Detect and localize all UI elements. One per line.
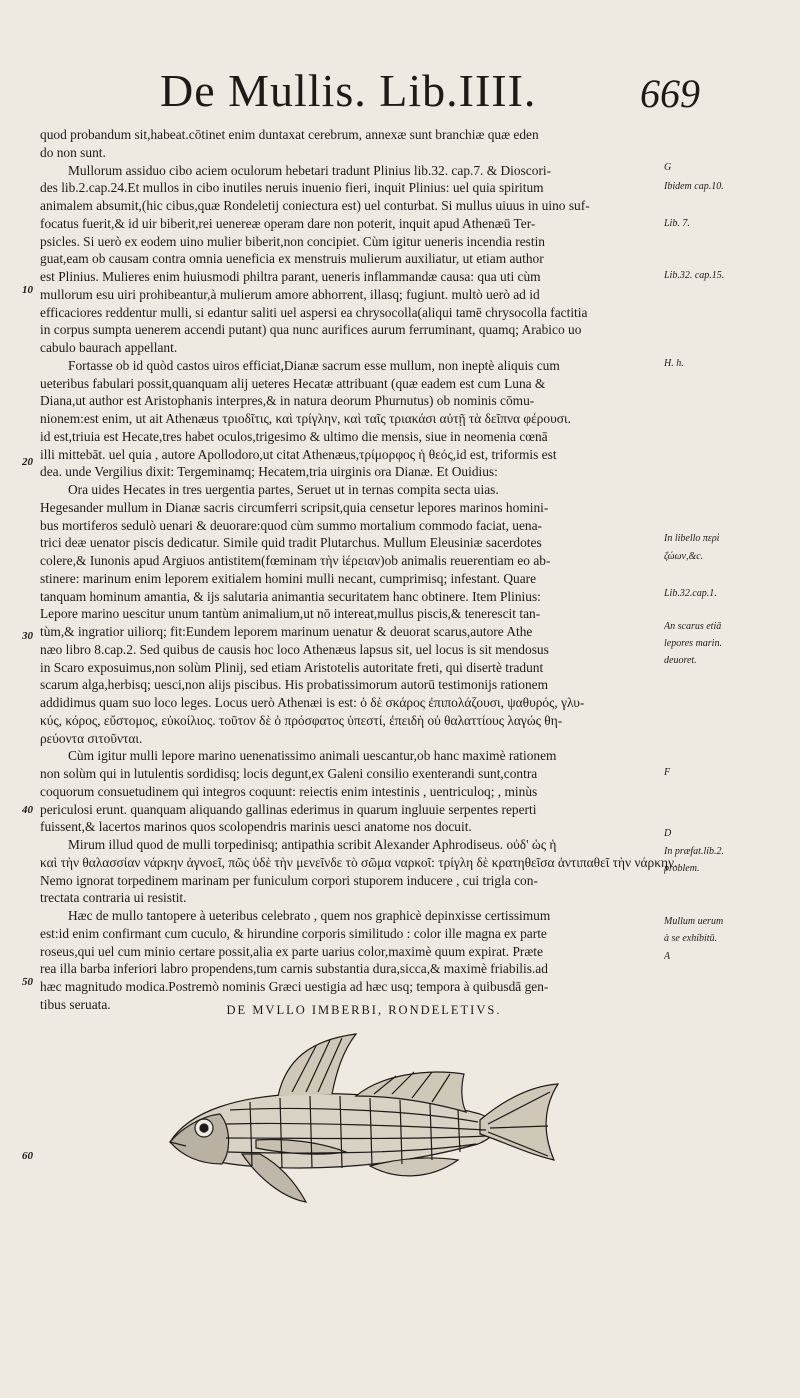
margin-note: ζώων,&c. [664,551,704,562]
text-line: stinere: marinum enim leporem exitialem homini mulli necant, cumprimisq; infestant. Quare [40,570,537,586]
text-line: Diana,ut author est Aristophanis interpres,& in natura deorum Phurnutus) ob nominis cōmu- [40,393,535,409]
greek-line: καὶ τὴν θαλασσίαν νάρκην ἀγνοεῖ, πῶς ὑδὲ τὴν μενεῖνδε τὸ σῶμα ναρκοῖ: τρίγλη δὲ κρατηθεῖσα ἀντιπαθεῖ τὴν νάρκην. [40,854,678,870]
margin-note: In libello περὶ [664,533,720,544]
text-line: focatus fuerit,& id uir biberit,rei uenereæ operam dare non poterit, inquit apud Athenæū Ter- [40,215,536,231]
text-line: des lib.2.cap.24.Et mullos in cibo inutiles neruis inuenio fieri, inquit Plinius: uel quia spiritum [40,180,544,196]
greek-line: κύς, κόρος, εὔστομος, εὐκοίλιος. τοῦτον δὲ ὁ πρόσφατος ὑπεστί, ἐπειδὴ οὐ θαλαττίους λαγώς θη- [40,712,563,728]
margin-line-number: 40 [22,804,33,816]
verse-line: Ora uides Hecates in tres uergentia partes, Seruet ut in ternas compita secta uias. [68,482,499,497]
text-line: trici deæ uenator piscis dedicatur. Simile quid tradit Plutarchus. Mullum Eleusiniæ sacerdotes [40,535,542,551]
text-line: mullorum esu uiri prohibeantur,à mulierum amore abhorrent, illasq; fugiunt. multò uerò ad id [40,286,540,302]
text-line: tibus seruata. [40,996,111,1012]
margin-line-number: 30 [22,630,33,642]
text-line: næo libro 8.cap.2. Sed quibus de causis hoc loco Athenæus lapsus sit, uel locus is sit mendosus [40,641,549,657]
text-line: Lepore marino uescitur unum tantùm animalium,ut nō intereat,mullus piscis,& tenerescit tan- [40,606,541,622]
margin-note: A [664,951,671,962]
text-line: psicles. Si uerò ex eodem uino mulier biberit,non concipiet. Cùm igitur ueneris incendia restin [40,233,546,249]
text-line: Hæc de mullo tantopere à ueteribus celebrato , quem nos graphicè depinxisse certissimum [68,908,551,923]
margin-note: Lib.32. cap.15. [664,270,725,281]
margin-note: H. h. [664,358,684,369]
margin-note: Lib. 7. [664,218,690,229]
page-header [160,64,700,124]
text-line: Fortasse ob id quòd castos uiros efficiat,Dianæ sacrum esse mullum, non ineptè aliquis cum [68,357,560,373]
text-line: colere,& Iunonis apud Argiuos antistitem(fœminam τὴν ἱέρειαν)ob animalis reuerentiam eo ab- [40,553,551,568]
text-line: non solùm qui in lutulentis sordidisq; locis degunt,ex Galeni consilio exenterandi sunt,contra [40,766,538,781]
margin-line-number: 20 [22,456,33,468]
text-line: nionem:est enim, ut ait Athenæus τριοδῖτις, καὶ τρίγλην, καὶ ταῖς τριακάσι αὐτῇ τὰ δεῖπνα φέρουσι. [40,411,571,426]
text-line: Cùm igitur mulli lepore marino uenenatissimo animali uescantur,ob hanc maximè rationem [68,748,557,764]
margin-note: Ibidem cap.10. [664,181,724,192]
text-line: est:id enim confirmant cum cuculo, & hirundine corporis similitudo : color ille magna ex parte [40,925,547,941]
text-line: hæc magnitudo modica.Postremò nominis Græci uestigia ad hæc usq; tempora à quibusdā gen- [40,979,549,994]
text-line: bus mortiferos sedulò uenari & deuorare:quod cùm summo mortalium commodo faciat, uena- [40,517,543,533]
text-line: Mirum illud quod de mulli torpedinisq; antipathia scribit Alexander Aphrodiseus. οὐδ' ὡς ἡ [68,837,557,852]
text-line: quod probandum sit,habeat.cōtinet enim duntaxat cerebrum, annexæ sunt branchiæ quæ eden [40,127,539,142]
text-line: ueteribus fabulari possit,quanquam alij ueteres Hecatæ attribuant (quæ eadem est cum Luna & [40,375,546,391]
text-line: periculosi erunt. quanquam aliquando gallinas ederimus in quarum ingluuie serpentes reperti [40,801,537,817]
red-mullet-woodcut-illustration [160,1030,560,1210]
text-line: addidimus quam suo loco leges. Locus uerò Athenæi is est: ὁ δὲ σκάρος ἐπιπολάζουσι, ψαθυρός, γλυ- [40,695,585,710]
text-line: est Plinius. Mulieres enim huiusmodi philtra parant, ueneris inflammandæ causa: qua uti cùm [40,269,541,284]
margin-line-number: 60 [22,1150,33,1162]
text-line: rea illa barba inferiori labro propendens,tum carnis substantia dura,sicca,& maximè friabilis.ad [40,961,548,977]
text-line: illi mittebāt. uel quia , autore Apollodoro,ut citat Athenæus,τρίμορφος ἡ θεός,id est, triformis est [40,446,557,462]
running-title: De Mullis. Lib.IIII. [160,65,537,116]
section-heading: DE MVLLO IMBERBI, RONDELETIVS. [226,1003,502,1017]
text-line: scarum alga,herbisq; uesci,non alijs piscibus. His probatissimorum autorū testimonijs rationem [40,677,549,693]
text-line: dea. unde Vergilius dixit: Tergeminamq; Hecatem,tria uirginis ora Dianæ. Et Ouidius: [40,464,498,480]
margin-line-number: 50 [22,976,33,988]
margin-note: Mullum uerum [664,916,724,927]
text-line: in corpus sumpta uenerem accendi putant) qua nunc aurifices aurum ferruminant, quamq; Arabico uo [40,322,582,338]
text-line: coquorum consuetudinem qui integros coquunt: reiectis enim intestinis , uentriculoq; , minùs [40,783,538,799]
text-line: in Scaro exposuimus,non solùm Plinij, sed etiam Aristotelis autoritate freti, qui disertè tradunt [40,659,544,675]
margin-note: lepores marin. [664,638,722,649]
text-line: tanquam hominum amantia, & ijs salutaria animantia securitatem hanc obtinere. Item Plinius: [40,588,541,604]
text-line: fuissent,& lacertos marinos quos scolopendris marinis uesci anatome nos docuit. [40,819,472,835]
margin-note: problem. [664,863,700,874]
text-line: id est,triuia est Hecate,tres habet oculos,trigesimo & ultimo die mensis, siue in neomenia cœnā [40,428,548,444]
text-line: Nemo ignorat torpedinem marinam per funiculum corpori stuporem inducere , cui trigla con- [40,872,538,888]
margin-note: à se exhibitū. [664,933,718,944]
text-line: do non sunt. [40,144,106,160]
margin-note: deuoret. [664,655,697,666]
margin-note: An scarus etiā [664,621,722,632]
text-line: animalem absumit,(hic cibus,quæ Rondeletij coniectura est) uel conturbat. Si mullus uiuus in uino suf- [40,198,590,213]
margin-note: D [664,828,672,839]
text-line: roseus,qui uel cum minio certare possit,alia ex parte uarius color,maximè quum expirat. Præte [40,943,543,959]
text-line: efficaciores reddentur mulli, si edantur saliti uel aspersi ea chrysocolla(aliqui tamē chrysocolla factitia [40,304,588,320]
text-line: Hegesander mullum in Dianæ sacris circumferri scripsit,quia censetur lepores marinos homini- [40,499,549,515]
margin-note: F [664,767,671,778]
margin-line-number: 10 [22,284,33,296]
margin-note: Lib.32.cap.1. [664,588,717,599]
text-line: tùm,& ingratior uiliorq; fit:Eundem leporem marinum uenatur & deuorat scarus,autore Athe [40,624,533,639]
margin-note: In præfat.lib.2. [664,846,725,857]
margin-note: G [664,162,672,173]
page-number: 669 [640,71,700,116]
greek-line: ρεύοντα σιτοῦνται. [40,730,143,746]
fish-icon [170,1034,558,1202]
text-line: trectata contraria ui resistit. [40,890,187,906]
text-line: cabulo baurach appellant. [40,340,178,355]
text-line: guat,eam ob causam contra omnia ueneficia ex menstruis mulierum auxiliatur, ut etiam author [40,251,544,267]
text-column [40,126,680,1014]
text-line: Mullorum assiduo cibo aciem oculorum hebetari tradunt Plinius lib.32. cap.7. & Dioscori- [68,162,552,178]
